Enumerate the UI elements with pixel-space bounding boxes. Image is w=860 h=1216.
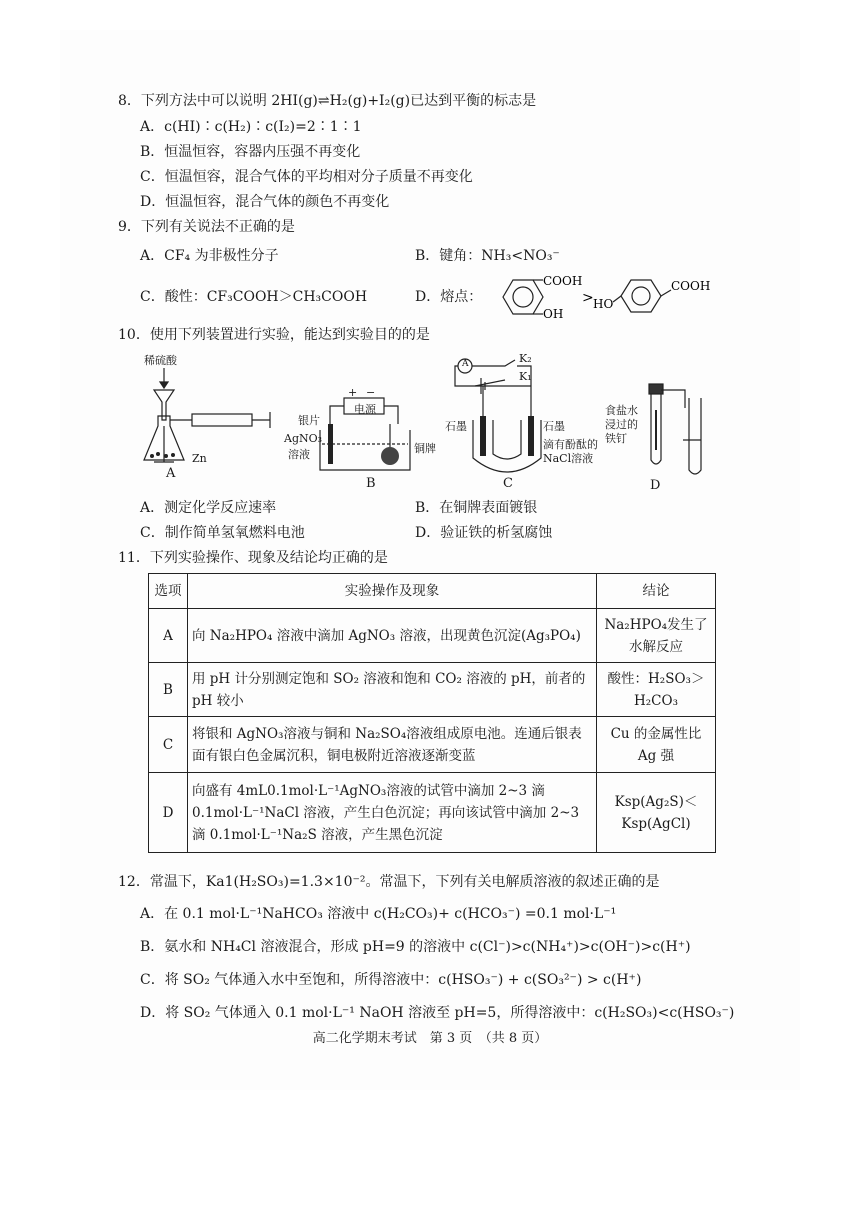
question-11-stem: 11．下列实验操作、现象及结论均正确的是 — [118, 550, 388, 566]
apparatus-c — [445, 350, 598, 495]
apparatus-b — [284, 380, 440, 491]
silver-plate-label: 银片 — [298, 414, 320, 427]
row-operation: 将银和 AgNO₃溶液与铜和 Na₂SO₄溶液组成原电池。连通后银表面有银白色金属沉积，铜电极附近溶液逐渐变蓝 — [188, 717, 597, 773]
question-9-option-d: D．熔点： — [415, 289, 483, 305]
melting-point-structures — [485, 272, 715, 322]
question-9-option-c: C．酸性：CF₃COOH＞CH₃COOH — [140, 289, 368, 305]
apparatus-d — [605, 380, 715, 495]
table-row — [149, 773, 716, 853]
agno3-label: AgNO₃ — [284, 432, 323, 445]
row-conclusion: Na₂HPO₄发生了水解反应 — [597, 609, 716, 663]
mol2-cooh-label: COOH — [671, 279, 711, 293]
question-12-option-c: C．将 SO₂ 气体通入水中至饱和，所得溶液中：c(HSO₃⁻) + c(SO₃²⁻) > c(H⁺) — [140, 972, 642, 988]
soaked-label: 浸过的 — [605, 418, 638, 431]
power-minus-sign: − — [366, 386, 376, 399]
power-plus-sign: + — [348, 386, 358, 399]
question-10-option-d: D．验证铁的析氢腐蚀 — [415, 525, 553, 541]
row-conclusion: 酸性：H₂SO₃＞H₂CO₃ — [597, 663, 716, 717]
power-source-label: 电源 — [354, 403, 376, 416]
phenolphthalein-label: 滴有酚酞的 — [543, 438, 598, 451]
mol2-ho-label: HO — [593, 297, 614, 311]
experiment-table — [148, 573, 716, 853]
salt-water-label: 食盐水 — [605, 404, 638, 417]
question-8-option-b: B．恒温恒容，容器内压强不再变化 — [140, 144, 361, 160]
copper-plate-label: 铜牌 — [414, 442, 436, 455]
question-9-option-a: A．CF₄ 为非极性分子 — [140, 248, 279, 264]
question-10-stem: 10．使用下列装置进行实验，能达到实验目的的是 — [118, 327, 430, 343]
para-hydroxybenzoic-acid-structure — [613, 280, 671, 312]
row-conclusion: Ksp(Ag₂S)＜Ksp(AgCl) — [597, 773, 716, 853]
figure-b-label: B — [366, 476, 376, 491]
dilute-sulfuric-acid-label: 稀硫酸 — [144, 354, 177, 367]
question-10-option-a: A．测定化学反应速率 — [140, 500, 277, 516]
question-12-option-a: A．在 0.1 mol·L⁻¹NaHCO₃ 溶液中 c(H₂CO₃)+ c(HCO₃⁻) =0.1 mol·L⁻¹ — [140, 906, 617, 922]
header-operation: 实验操作及现象 — [188, 574, 597, 609]
table-header-row — [149, 574, 716, 609]
row-conclusion: Cu 的金属性比 Ag 强 — [597, 717, 716, 773]
electroplating-drawing — [290, 380, 440, 480]
table-row — [149, 717, 716, 773]
figure-d-label: D — [650, 478, 661, 493]
switch-k1-label: K₁ — [519, 370, 532, 383]
mol1-cooh-label: COOH — [543, 274, 583, 288]
mol1-oh-label: OH — [543, 307, 564, 321]
question-9-option-b: B．键角：NH₃<NO₃⁻ — [415, 248, 560, 264]
row-option: D — [149, 773, 188, 853]
header-conclusion: 结论 — [597, 574, 716, 609]
greater-than-sign: > — [582, 290, 594, 306]
row-option: B — [149, 663, 188, 717]
graphite-left-label: 石墨 — [445, 420, 467, 433]
question-8-stem: 8．下列方法中可以说明 2HI(g)⇌H₂(g)+I₂(g)已达到平衡的标志是 — [118, 93, 537, 109]
solution-label: 溶液 — [288, 448, 310, 461]
iron-nail-label: 铁钉 — [605, 432, 627, 445]
graphite-right-label: 石墨 — [543, 420, 565, 433]
figure-c-label: C — [503, 476, 513, 491]
question-12-option-d: D．将 SO₂ 气体通入 0.1 mol·L⁻¹ NaOH 溶液至 pH=5，所得溶液中：c(H₂SO₃)<c(HSO₃⁻) — [140, 1005, 735, 1021]
row-operation: 向 Na₂HPO₄ 溶液中滴加 AgNO₃ 溶液，出现黄色沉淀(Ag₃PO₄) — [188, 609, 597, 663]
header-option: 选项 — [149, 574, 188, 609]
flask-syringe-drawing — [140, 350, 280, 480]
table-row — [149, 609, 716, 663]
ammeter-label: A — [462, 359, 469, 369]
question-9-stem: 9．下列有关说法不正确的是 — [118, 219, 295, 235]
row-operation: 向盛有 4mL0.1mol·L⁻¹AgNO₃溶液的试管中滴加 2~3 滴 0.1mol·L⁻¹NaCl 溶液，产生白色沉淀；再向该试管中滴加 2~3 滴 0.1mol·L⁻¹Na₂S 溶液，产生黑色沉淀 — [188, 773, 597, 853]
figure-a-label: A — [166, 466, 176, 481]
row-option: A — [149, 609, 188, 663]
table-row — [149, 663, 716, 717]
page-footer: 高二化学期末考试 第 3 页 （共 8 页） — [312, 1031, 548, 1046]
switch-k2-label: K₂ — [519, 352, 532, 365]
zinc-label: Zn — [192, 452, 207, 465]
question-10-option-b: B．在铜牌表面镀银 — [415, 500, 538, 516]
question-12-stem: 12．常温下，Ka1(H₂SO₃)=1.3×10⁻²。常温下，下列有关电解质溶液的叙述正确的是 — [118, 874, 660, 890]
row-operation: 用 pH 计分别测定饱和 SO₂ 溶液和饱和 CO₂ 溶液的 pH，前者的 pH 较小 — [188, 663, 597, 717]
row-option: C — [149, 717, 188, 773]
question-12-option-b: B．氨水和 NH₄Cl 溶液混合，形成 pH=9 的溶液中 c(Cl⁻)>c(NH₄⁺)>c(OH⁻)>c(H⁺) — [140, 939, 691, 955]
question-8-option-c: C．恒温恒容，混合气体的平均相对分子质量不再变化 — [140, 169, 473, 185]
question-8-option-d: D．恒温恒容，混合气体的颜色不再变化 — [140, 194, 390, 210]
nacl-solution-label: NaCl溶液 — [543, 452, 594, 465]
salicylic-acid-structure — [503, 280, 543, 314]
apparatus-a — [140, 350, 280, 480]
question-8-option-a: A．c(HI)∶c(H₂)∶c(I₂)=2∶1∶1 — [140, 119, 362, 135]
question-10-option-c: C．制作简单氢氧燃料电池 — [140, 525, 305, 541]
